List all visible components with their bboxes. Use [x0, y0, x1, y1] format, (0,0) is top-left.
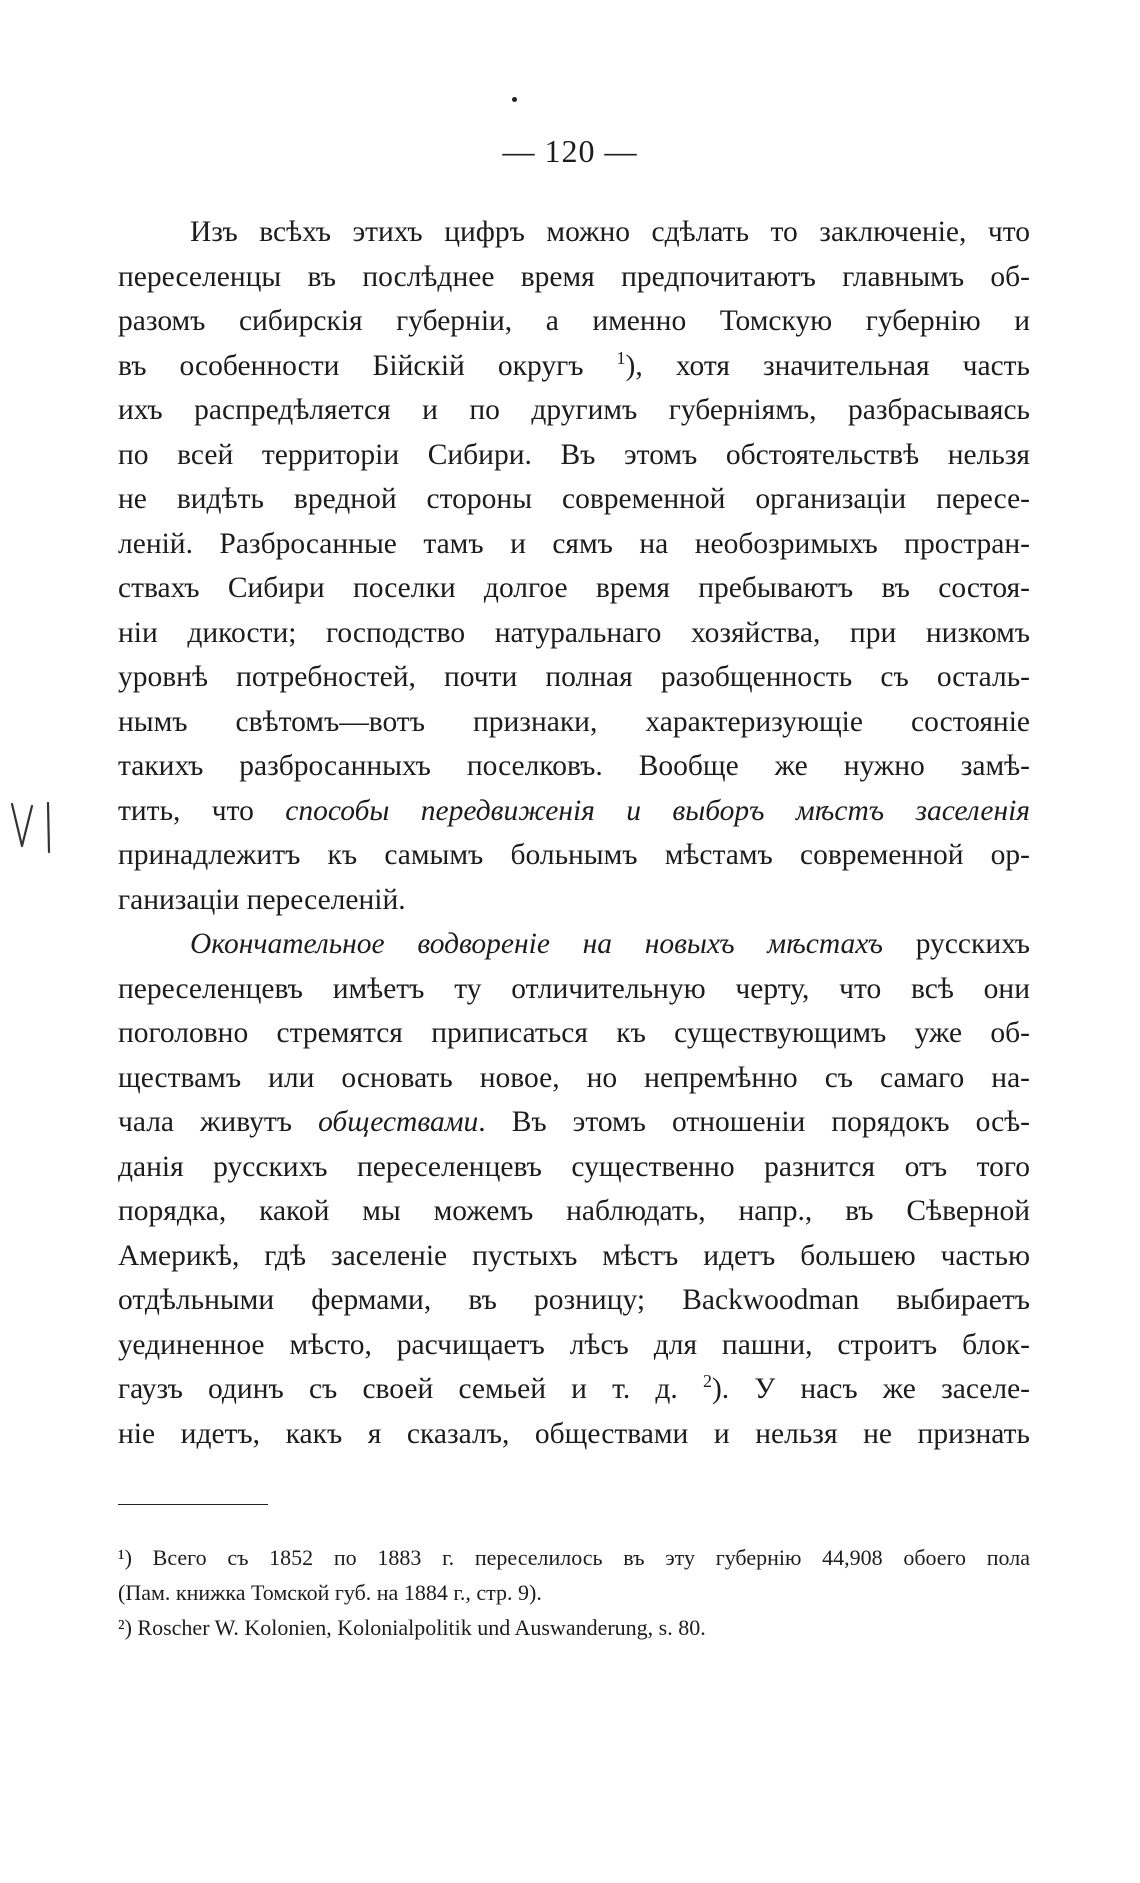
text-line: порядка, какой мы можемъ наблюдать, напр., въ Сѣверной — [118, 1195, 1030, 1227]
footnote-2 — [118, 1610, 1030, 1645]
main-text — [118, 210, 1030, 1456]
text-line: нымъ свѣтомъ—вотъ признаки, характеризующіе состояніе — [118, 705, 1030, 738]
text-line — [118, 789, 1030, 834]
text-line: ніи дикости; господство натуральнаго хозяйства, при низкомъ — [118, 616, 1030, 649]
footnote-marker: ² — [118, 1615, 125, 1640]
text-line: принадлежитъ къ самымъ больнымъ мѣстамъ современной ор- — [118, 839, 1030, 871]
footnote-line — [118, 1540, 1030, 1575]
text-line: ществамъ или основать новое, но непремѣнно съ самаго на- — [118, 1061, 1030, 1094]
text-segment: гаузъ одинъ съ своей семьей и т. д. — [118, 1373, 678, 1405]
text-segment: въ особенности Бійскій округъ — [118, 349, 584, 382]
footnotes — [118, 1540, 1030, 1645]
paragraph-1 — [118, 210, 1030, 922]
text-line: разомъ сибирскія губерніи, а именно Томскую губернію и — [118, 305, 1030, 337]
text-line: переселенцы въ послѣднее время предпочитаютъ главнымъ об- — [118, 260, 1030, 293]
italic-phrase: Окончательное водвореніе на новыхъ мѣстахъ — [190, 928, 883, 960]
text-line — [118, 1100, 1030, 1145]
text-line: ганизаціи переселеній. — [118, 883, 406, 916]
text-line: уединенное мѣсто, расчищаетъ лѣсъ для пашни, строитъ блок- — [118, 1328, 1030, 1361]
text-line: не видѣть вредной стороны современной организаціи пересе- — [118, 483, 1030, 515]
text-line: данія русскихъ переселенцевъ существенно разнится отъ того — [118, 1150, 1030, 1183]
paragraph-2 — [118, 922, 1030, 1456]
text-segment: ). У насъ же заселе- — [711, 1373, 1030, 1405]
page-number: — 120 — — [502, 133, 638, 169]
text-line: отдѣльными фермами, въ розницу; Backwoodman выбираетъ — [118, 1284, 1030, 1316]
text-segment: чала живутъ — [118, 1106, 293, 1138]
text-line — [118, 344, 1030, 389]
text-line: по всей территоріи Сибири. Въ этомъ обстоятельствѣ нельзя — [118, 438, 1030, 471]
footnote-text: ) Roscher W. Kolonien, Kolonialpolitik und Auswanderung, s. 80. — [124, 1615, 706, 1640]
text-segment: ), хотя значительная часть — [625, 349, 1031, 382]
print-speck — [512, 97, 517, 102]
footnote-divider — [118, 1504, 268, 1505]
footnote-1 — [118, 1540, 1030, 1610]
text-line: Изъ всѣхъ этихъ цифръ можно сдѣлать то заключеніе, что — [190, 216, 1030, 248]
text-line: леній. Разбросанные тамъ и сямъ на необозримыхъ простран- — [118, 527, 1030, 560]
text-line: ствахъ Сибири поселки долгое время пребываютъ въ состоя- — [118, 572, 1030, 604]
text-line: ніе идетъ, какъ я сказалъ, обществами и нельзя не признать — [118, 1417, 1030, 1450]
text-line: переселенцевъ имѣетъ ту отличительную черту, что всѣ они — [118, 972, 1030, 1005]
text-line: ихъ распредѣляется и по другимъ губерніямъ, разбрасываясь — [118, 394, 1030, 426]
footnote-ref-1: 1 — [616, 347, 626, 368]
margin-pencil-mark — [8, 800, 64, 854]
footnote-line — [118, 1610, 1030, 1645]
text-segment: тить, что — [118, 794, 254, 827]
footnote-line: (Пам. книжка Томской губ. на 1884 г., стр. 9). — [118, 1580, 542, 1605]
text-line: поголовно стремятся приписаться къ существующимъ уже об- — [118, 1017, 1030, 1049]
italic-phrase: обществами — [318, 1106, 479, 1138]
text-line: такихъ разбросанныхъ поселковъ. Вообще же нужно замѣ- — [118, 750, 1030, 782]
footnote-text: ) Всего съ 1852 по 1883 г. переселилось въ эту губернію 44,908 обоего пола — [124, 1545, 1030, 1570]
text-line: уровнѣ потребностей, почти полная разобщенность съ осталь- — [118, 661, 1030, 693]
text-line — [118, 922, 1030, 967]
text-line — [118, 1367, 1030, 1412]
italic-phrase: способы передвиженія и выборъ мѣстъ заселенія — [285, 794, 1030, 827]
text-line: Америкѣ, гдѣ заселеніе пустыхъ мѣстъ идетъ большею частью — [118, 1239, 1030, 1272]
text-segment: . Въ этомъ отношеніи порядокъ осѣ- — [478, 1106, 1031, 1138]
footnote-marker: ¹ — [118, 1545, 125, 1570]
footnote-ref-2: 2 — [702, 1371, 712, 1392]
text-segment: русскихъ — [915, 928, 1030, 960]
